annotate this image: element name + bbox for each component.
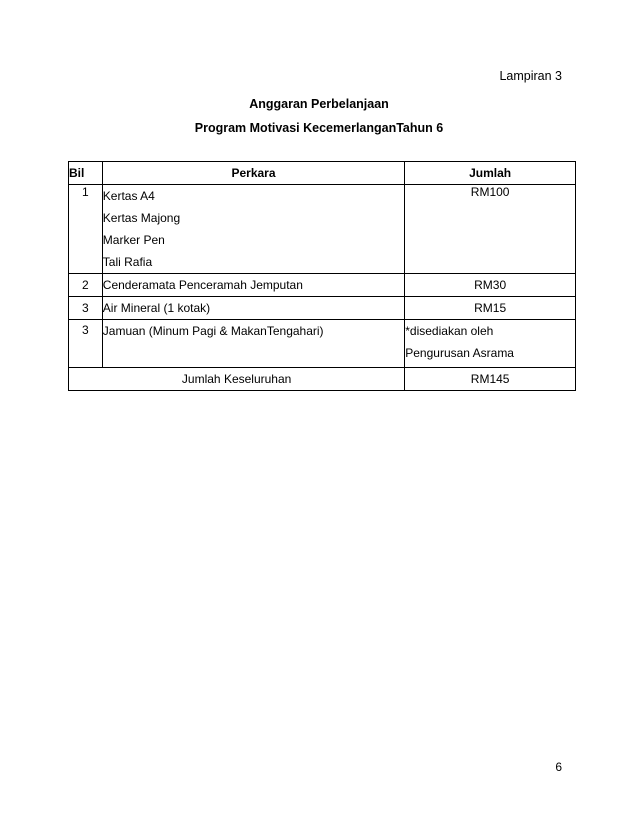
table-row: [69, 320, 576, 368]
row-bil: 1: [69, 185, 103, 274]
row-perkara: Air Mineral (1 kotak): [102, 297, 404, 320]
row-perkara: [102, 320, 404, 368]
total-value: RM145: [405, 368, 576, 391]
total-row: [69, 368, 576, 391]
header-bil: Bil: [69, 162, 103, 185]
table-row: [69, 274, 576, 297]
item-line: Kertas A4: [102, 189, 155, 203]
table-header-row: [69, 162, 576, 185]
row-bil: 2: [69, 274, 103, 297]
document-subtitle: Program Motivasi KecemerlanganTahun 6: [194, 121, 444, 135]
budget-table: [68, 161, 576, 391]
header-perkara: Perkara: [102, 162, 404, 185]
row-bil: 3: [69, 320, 103, 368]
appendix-label: Lampiran 3: [499, 69, 562, 83]
row-jumlah: RM15: [405, 297, 576, 320]
item-line: Kertas Majong: [102, 211, 181, 225]
item-line: Tali Rafia: [102, 255, 153, 269]
row-perkara: [102, 185, 404, 274]
row-jumlah: RM100: [405, 185, 576, 274]
row-perkara: Cenderamata Penceramah Jemputan: [102, 274, 404, 297]
item-line: Marker Pen: [102, 233, 165, 247]
row-bil: 3: [69, 297, 103, 320]
table-row: [69, 297, 576, 320]
document-title: Anggaran Perbelanjaan: [249, 97, 389, 111]
row-jumlah: RM30: [405, 274, 576, 297]
note-line: *disediakan oleh: [405, 324, 494, 338]
row-jumlah-note: [405, 320, 576, 368]
table-row: [69, 185, 576, 274]
note-line: Pengurusan Asrama: [405, 346, 514, 360]
total-label: Jumlah Keseluruhan: [69, 368, 405, 391]
page-number: 6: [555, 760, 562, 774]
item-line: Jamuan (Minum Pagi & MakanTengahari): [102, 324, 324, 338]
header-jumlah: Jumlah: [405, 162, 576, 185]
